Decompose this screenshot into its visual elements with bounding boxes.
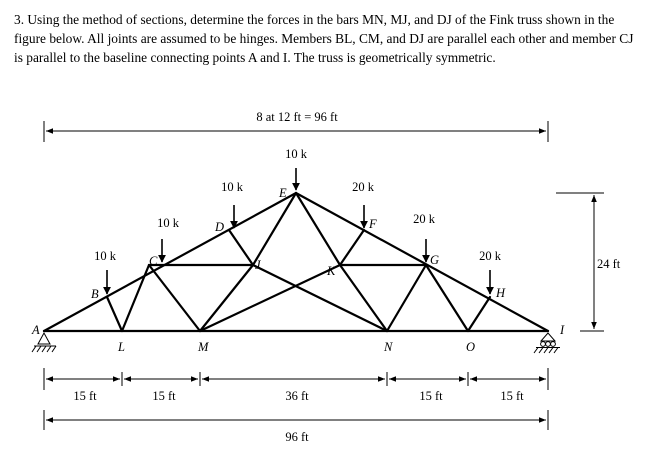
- joint-label-F: F: [369, 217, 377, 231]
- member-DJ: [229, 230, 253, 265]
- top-dimension-label: 8 at 12 ft = 96 ft: [256, 110, 338, 124]
- joint-label-O: O: [466, 340, 476, 354]
- load-label-G: 20 k: [413, 212, 435, 226]
- bottom-segment-labels: [73, 389, 524, 403]
- joint-label-B: B: [91, 287, 99, 301]
- top-dimension: [44, 110, 548, 142]
- joint-label-G: G: [430, 253, 440, 267]
- height-dimension-label: 24 ft: [597, 257, 621, 271]
- member-MJ: [200, 265, 253, 331]
- joint-label-E: E: [279, 186, 287, 200]
- joint-label-J: J: [255, 258, 261, 272]
- member-LC: [122, 265, 149, 331]
- bottom-segment-dimensions: [44, 368, 548, 390]
- member-OH: [468, 297, 490, 331]
- load-label-E: 10 k: [285, 147, 307, 161]
- member-KN: [340, 265, 387, 331]
- segment-label-5: 15 ft: [500, 389, 524, 403]
- segment-label-2: 15 ft: [152, 389, 176, 403]
- joint-label-H: H: [496, 286, 506, 300]
- joint-label-M: M: [198, 340, 209, 354]
- joint-label-C: C: [149, 254, 158, 268]
- joint-label-D: D: [215, 220, 225, 234]
- load-label-D: 10 k: [221, 180, 243, 194]
- load-label-H: 20 k: [479, 249, 501, 263]
- total-span-dimension: [44, 410, 548, 444]
- member-KF: [340, 230, 364, 265]
- height-dimension: [556, 193, 621, 331]
- load-label-F: 20 k: [352, 180, 374, 194]
- support-roller-right: [534, 333, 560, 353]
- problem-statement: 3. Using the method of sections, determine the forces in the bars MN, MJ, and DJ of the Fink truss shown in the figure below. All joints are assumed to be hinges. Members BL, CM, and DJ are parallel each other and member CJ is parallel to the baseline connecting points A and I. The truss is geometrically symmetric.: [14, 12, 634, 65]
- joint-label-L: L: [118, 340, 125, 354]
- segment-label-3: 36 ft: [285, 389, 309, 403]
- segment-label-4: 15 ft: [419, 389, 443, 403]
- joint-label-N: N: [384, 340, 393, 354]
- member-BL: [107, 297, 122, 331]
- joint-label-A: A: [32, 323, 40, 337]
- member-CM: [149, 265, 200, 331]
- truss-members: [44, 193, 548, 331]
- joint-labels: [31, 186, 565, 354]
- member-NG: [387, 265, 426, 331]
- total-span-label: 96 ft: [285, 430, 309, 444]
- load-labels: [94, 147, 502, 263]
- joint-label-K: K: [327, 264, 336, 278]
- load-label-C: 10 k: [157, 216, 179, 230]
- joint-label-I: I: [560, 323, 565, 337]
- load-label-B: 10 k: [94, 249, 116, 263]
- segment-label-1: 15 ft: [73, 389, 97, 403]
